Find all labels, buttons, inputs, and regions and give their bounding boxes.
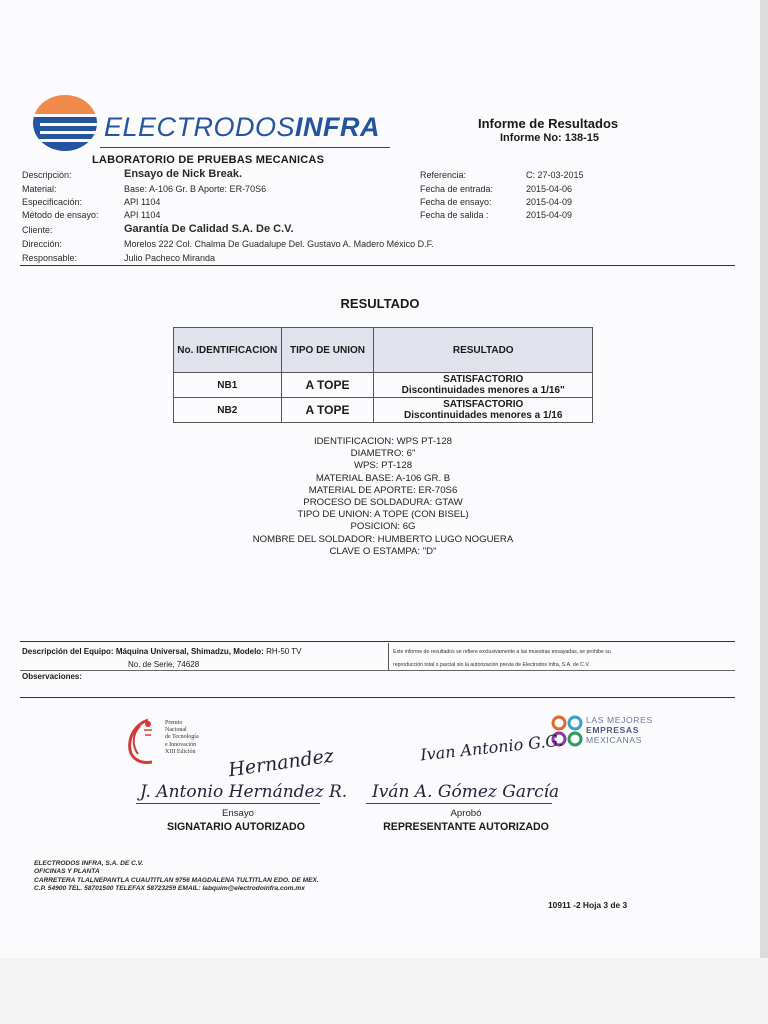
signature-caption: Ensayo: [222, 808, 254, 819]
electrodos-infra-logo-icon: [32, 94, 98, 152]
table-cell-union: A TOPE: [281, 398, 374, 423]
detail-line: CLAVE O ESTAMPA: "D": [329, 545, 437, 557]
best-line: MEXICANAS: [586, 734, 643, 745]
signature-role: SIGNATARIO AUTORIZADO: [167, 821, 305, 833]
award-text: [165, 720, 199, 756]
logo-divider: [100, 147, 390, 148]
lab-title: LABORATORIO DE PRUEBAS MECANICAS: [92, 154, 325, 166]
disclaimer-line: reproducción total o parcial sin la autorización previa de Electrodos Infra, S.A. de C.V.: [393, 662, 590, 668]
info-value: Julio Pacheco Miranda: [124, 253, 216, 263]
footer-line: C.P. 54900 TEL. 58701500 TELEFAX 58723259 EMAIL: labquim@electrodoinfra.com.mx: [34, 885, 305, 893]
info-label: Material:: [22, 184, 57, 194]
signature-scribble: Ivan Antonio G.G.: [419, 730, 564, 765]
equipment-model-label: Modelo:: [233, 647, 264, 656]
info-value: 2015-04-06: [526, 184, 573, 194]
info-label: Descripción:: [22, 170, 72, 180]
info-value: C: 27-03-2015: [526, 170, 584, 180]
table-row: [174, 373, 593, 398]
info-label: Cliente:: [22, 225, 53, 235]
footer-line: OFICINAS Y PLANTA: [34, 868, 100, 876]
detail-line: IDENTIFICACION: WPS PT-128: [313, 436, 453, 447]
table-cell-id: NB1: [174, 373, 282, 398]
info-label: Fecha de ensayo:: [420, 197, 492, 207]
info-value: 2015-04-09: [526, 197, 573, 207]
footer-line: ELECTRODOS INFRA, S.A. DE C.V.: [34, 860, 144, 867]
award-line: e Innovación: [165, 741, 197, 748]
equipment-label: Descripción del Equipo:: [22, 647, 114, 656]
report-number: Informe No: 138-15: [500, 132, 600, 144]
scan-margin: [0, 958, 768, 1024]
column-header: TIPO DE UNION: [281, 328, 374, 373]
table-header-row: [174, 328, 593, 373]
info-value: Base: A-106 Gr. B Aporte: ER-70S6: [124, 184, 267, 194]
signature-caption: Aprobó: [450, 808, 482, 819]
table-row: [174, 398, 593, 423]
signature-line: [366, 803, 552, 804]
award-logo-icon: [118, 716, 162, 766]
results-table: [173, 327, 593, 423]
detail-line: PROCESO DE SOLDADURA: GTAW: [303, 497, 463, 509]
result-detail: Discontinuidades menores a 1/16: [404, 410, 563, 421]
weld-details: [0, 436, 760, 558]
page-number: 10911 -2 Hoja 3 de 3: [548, 900, 628, 910]
best-line: LAS MEJORES: [586, 715, 653, 725]
best-line: EMPRESAS: [586, 724, 640, 735]
detail-line: WPS: PT-128: [353, 460, 413, 472]
equipment-vertical-divider: [388, 643, 389, 671]
table-cell-union: A TOPE: [281, 373, 374, 398]
detail-line: TIPO DE UNION: A TOPE (CON BISEL): [297, 509, 469, 521]
detail-line: MATERIAL DE APORTE: ER-70S6: [308, 484, 458, 496]
equipment-model: RH-50 TV: [266, 647, 302, 656]
equipment-description: [22, 647, 302, 656]
column-header: RESULTADO: [374, 328, 593, 373]
column-header: No. IDENTIFICACION: [174, 328, 282, 373]
brand-name: ELECTRODOSINFRA: [104, 112, 381, 142]
award-line: de Tecnología: [165, 734, 199, 741]
equipment-machine: Máquina Universal, Shimadzu,: [115, 647, 231, 656]
info-label: Fecha de salida :: [420, 210, 489, 220]
signature-line: [136, 803, 320, 804]
info-label: Fecha de entrada:: [420, 184, 494, 194]
signature-name: J. Antonio Hernández R.: [140, 782, 348, 802]
info-value: Morelos 222 Col. Chalma De Guadalupe Del. Gustavo A. Madero México D.F.: [124, 239, 434, 249]
result-status: SATISFACTORIO: [443, 374, 524, 385]
footer-line: CARRETERA TLALNEPANTLA CUAUTITLAN 9756 MAGDALENA TULTITLAN EDO. DE MEX.: [34, 876, 319, 884]
result-status: SATISFACTORIO: [443, 399, 524, 410]
best-companies-text: [586, 716, 653, 745]
table-cell-result: [374, 373, 593, 398]
award-line: Premio: [165, 720, 183, 726]
result-detail: Discontinuidades menores a 1/16": [401, 385, 565, 396]
signature-scribble: Hernandez: [226, 744, 336, 782]
award-line: XIII Edición: [165, 748, 196, 755]
info-label: Método de ensayo:: [22, 210, 99, 220]
info-label: Referencia:: [420, 170, 467, 180]
header-divider: [20, 265, 735, 266]
info-value: Ensayo de Nick Break.: [124, 168, 243, 180]
info-value: 2015-04-09: [526, 210, 573, 220]
report-title: Informe de Resultados: [478, 116, 619, 131]
info-label: Especificación:: [22, 197, 83, 207]
info-value: API 1104: [124, 197, 161, 207]
observations-divider: [20, 697, 735, 698]
info-label: Responsable:: [22, 253, 78, 263]
equipment-top-divider: [20, 641, 735, 642]
company-footer: [34, 860, 319, 894]
section-title: RESULTADO: [340, 296, 420, 311]
signature-name: Iván A. Gómez García: [372, 782, 560, 802]
info-value: Garantía De Calidad S.A. De C.V.: [124, 223, 294, 235]
detail-line: MATERIAL BASE: A-106 GR. B: [315, 472, 451, 484]
table-cell-result: [374, 398, 593, 423]
award-line: Nacional: [165, 727, 187, 734]
detail-line: POSICION: 6G: [350, 521, 416, 533]
detail-line: NOMBRE DEL SOLDADOR: HUMBERTO LUGO NOGUERA: [252, 533, 514, 545]
signature-role: REPRESENTANTE AUTORIZADO: [383, 821, 549, 833]
equipment-serial: No. de Serie, 74628: [128, 660, 200, 669]
info-value: API 1104: [124, 210, 161, 220]
info-label: Dirección:: [22, 239, 63, 249]
observations-label: Observaciones:: [22, 672, 83, 681]
table-cell-id: NB2: [174, 398, 282, 423]
disclaimer-line: Este informe de resultados se refiere exclusivamente a las muestras ensayadas, se prohibe su: [393, 649, 611, 655]
detail-line: DIAMETRO: 6": [350, 448, 416, 460]
equipment-mid-divider: [20, 670, 735, 671]
